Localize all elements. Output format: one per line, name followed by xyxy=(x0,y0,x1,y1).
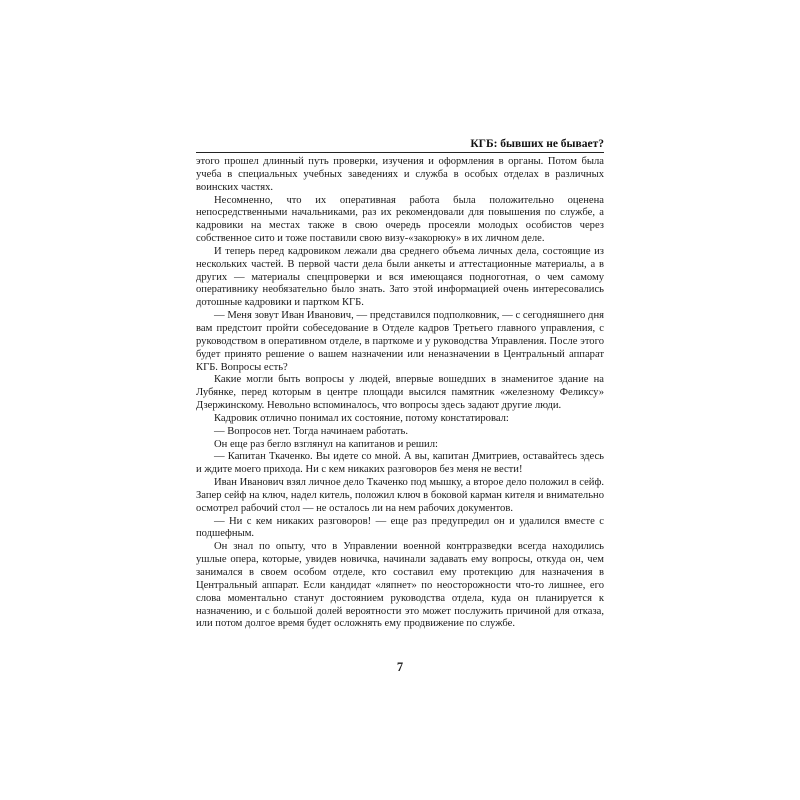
paragraph: Он знал по опыту, что в Управлении военной контрразведки всегда находились ушлые опера, которые, увидев новичка, начинали задавать ему вопросы, откуда он, чем занимался в своем особом отделе, кто составил ему протекцию для назначения в Центральный аппарат. Если кандидат «ляпнет» по неосторожности что-то лишнее, его слова моментально станут достоянием руководства отдела, куда он планируется к назначению, и с большой долей вероятности это может послужить причиной для отказа, или потом долгое время будет осложнять ему продвижение по службе. xyxy=(196,541,604,630)
paragraph-continued: этого прошел длинный путь проверки, изучения и оформления в органы. Потом была учеба в специальных учебных заведениях и служба в особых отделах в различных воинских частях. xyxy=(196,156,604,193)
paragraph: И теперь перед кадровиком лежали два среднего объема личных дела, состоящие из нескольких частей. В первой части дела были анкеты и аттестационные материалы, а в других — материалы спецпроверки и вся имеющаяся подноготная, о чем самому оперативнику необязательно было знать. Зато этой информацией очень интересовались дотошные кадровики и партком КГБ. xyxy=(196,245,604,309)
paragraph: Он еще раз бегло взглянул на капитанов и решил: xyxy=(214,438,438,450)
paragraph: Иван Иванович взял личное дело Ткаченко под мышку, а второе дело положил в сейф. Запер сейф на ключ, надел китель, положил ключ в боковой карман кителя и внимательно осмотрел рабочий стол — не осталось ли на нем рабочих документов. xyxy=(196,477,604,514)
paragraph: Несомненно, что их оперативная работа была положительно оценена непосредственными начальниками, раз их рекомендовали для повышения по службе, а кадровики на местах также в свою очередь просеяли молодых особистов через собственное сито и тоже поставили свою визу-«закорюку» в их личном деле. xyxy=(196,194,604,245)
running-header: КГБ: бывших не бывает? xyxy=(470,138,604,150)
page-number: 7 xyxy=(396,660,404,674)
paragraph: Какие могли быть вопросы у людей, впервые вошедших в знаменитое здание на Лубянке, перед которым в центре площади высился памятник «железному Феликсу» Дзержинскому. Невольно вспоминалось, что вопросы здесь задают другие люди. xyxy=(196,374,604,412)
paragraph: Кадровик отлично понимал их состояние, потому констатировал: xyxy=(214,412,509,424)
header-rule xyxy=(196,152,604,153)
paragraph: — Вопросов нет. Тогда начинаем работать. xyxy=(214,425,409,437)
body-text xyxy=(196,156,604,631)
paragraph: — Ни с кем никаких разговоров! — еще раз предупредил он и удалился вместе с подшефным. xyxy=(196,515,604,540)
paragraph: — Капитан Ткаченко. Вы идете со мной. А вы, капитан Дмитриев, оставайтесь здесь и ждите моего прихода. Ни с кем никаких разговоров без меня не вести! xyxy=(196,451,604,476)
paragraph: — Меня зовут Иван Иванович, — представился подполковник, — с сегодняшнего дня вам предстоит пройти собеседование в Отделе кадров Третьего главного управления, с руководством в оперативном отделе, в парткоме и у руководства Управления. После этого будет принято решение о вашем назначении или неназначении в Центральный аппарат КГБ. Вопросы есть? xyxy=(196,310,604,373)
